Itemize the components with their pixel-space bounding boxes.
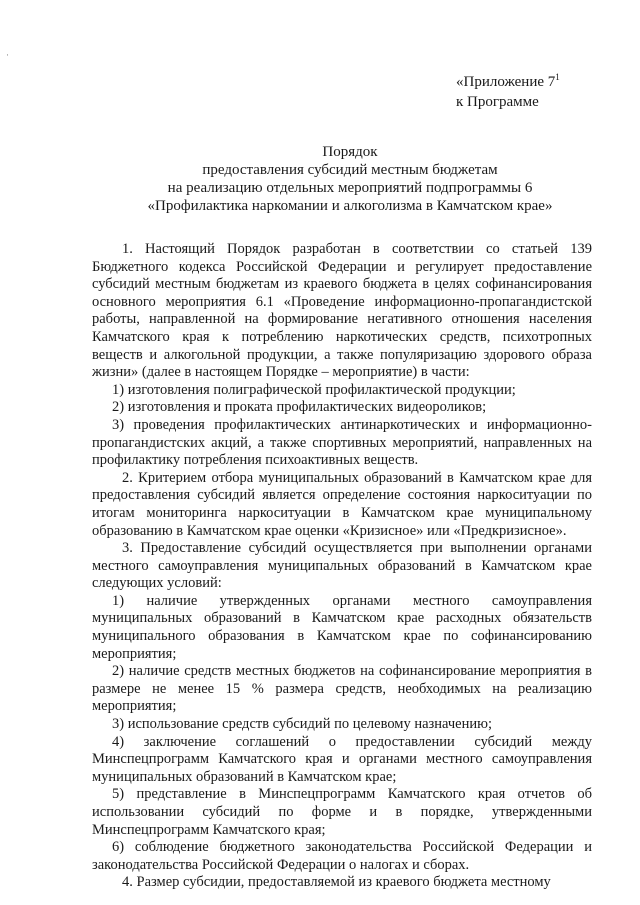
paragraph-2: 2. Критерием отбора муниципальных образований в Камчатском крае для предоставления субсидий является определение состояния наркоситуации по итогам мониторинга наркоситуации в Камчатском крае муниципальному образованию в Камчатском крае оценки «Кризисное» или «Предкризисное».	[92, 469, 592, 539]
margin-mark: ·	[6, 50, 9, 60]
title-line-4: «Профилактика наркомании и алкоголизма в Камчатском крае»	[147, 198, 553, 214]
appendix-superscript: 1	[555, 72, 560, 82]
appendix-label: «Приложение 7	[456, 74, 556, 90]
paragraph-1: 1. Настоящий Порядок разработан в соответствии со статьей 139 Бюджетного кодекса Российской Федерации и регулирует предоставление субсидий местным бюджетам из краевого бюджета в целях софинансирования основного мероприятия 6.1 «Проведение информационно-пропагандистской работы, направленной на формирование негативного отношения населения Камчатского края к потреблению наркотических средств, психотропных веществ и алкогольной продукции, а также популяризацию здорового образа жизни» (далее в настоящем Порядке – мероприятие) в части:	[92, 241, 592, 381]
paragraph-4: 4. Размер субсидии, предоставляемой из краевого бюджета местному	[122, 874, 551, 891]
appendix-line-2: к Программе	[456, 94, 539, 110]
paragraph-3-item-4: 4) заключение соглашений о предоставлении субсидий между Минспецпрограмм Камчатского края и органами местного самоуправления муниципальных образований в Камчатском крае;	[92, 733, 592, 785]
document-title	[60, 143, 640, 215]
paragraph-3-item-5: 5) представление в Минспецпрограмм Камчатского края отчетов об использовании субсидий по форме и в порядке, утвержденными Минспецпрограмм Камчатского края;	[92, 786, 592, 838]
paragraph-3-item-3: 3) использование средств субсидий по целевому назначению;	[112, 716, 493, 733]
paragraph-3-item-2: 2) наличие средств местных бюджетов на софинансирование мероприятия в размере не менее 15 % размера средств, необходимых на реализацию мероприятия;	[92, 663, 592, 715]
appendix-header	[456, 67, 560, 112]
paragraph-1-item-3: 3) проведения профилактических антинаркотических и информационно-пропагандистских акций, а также спортивных мероприятий, направленных на профилактику потребления психоактивных веществ.	[92, 416, 592, 469]
document-body	[92, 241, 592, 892]
paragraph-3-item-1: 1) наличие утвержденных органами местного самоуправления муниципальных образований в Камчатском крае расходных обязательств муниципального образования в Камчатском крае по софинансированию мероприятия;	[92, 592, 592, 662]
title-line-3: на реализацию отдельных мероприятий подпрограммы 6	[167, 180, 533, 196]
paragraph-1-item-1: 1) изготовления полиграфической профилактической продукции;	[112, 381, 516, 398]
appendix-line-1	[456, 67, 560, 92]
paragraph-1-item-2: 2) изготовления и проката профилактических видеороликов;	[112, 399, 487, 416]
paragraph-3-item-6: 6) соблюдение бюджетного законодательства Российской Федерации и законодательства Российской Федерации о налогах и сборах.	[92, 839, 592, 873]
title-line-2: предоставления субсидий местным бюджетам	[202, 162, 498, 178]
paragraph-3: 3. Предоставление субсидий осуществляется при выполнении органами местного самоуправления муниципальных образований в Камчатском крае следующих условий:	[92, 540, 592, 592]
title-line-1: Порядок	[322, 144, 378, 160]
